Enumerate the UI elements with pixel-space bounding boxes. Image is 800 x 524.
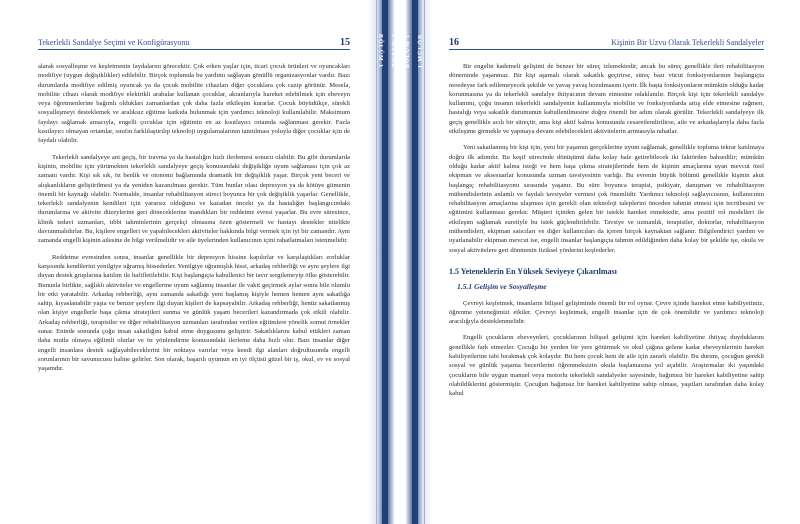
left-paragraph-2: Tekerlekli sandalyeye ani geçiş, bir travma ya da hastalığın hızlı ilerlemesi sonucu olabilir. Bu gibi durumlarda kişinin, mobilite için yürümekten tekerlekli sandalyeye geçiş konusundaki değişikliğe uyum sağlaması için çok az zamanı vardır. Kişi sık sık, öz benlik ve otonomi bağlamında dramatik bir değişiklik yaşar. Birçok yeni beceri ve alışkanlıkların geliştirilmesi ya da yeniden kazanılması gerekir. Tüm bunlar olası depresyon ya da kötüye gitmenin önemli bir kaynağı olabilir. Normalde, insanlar rehabilitasyon süreci boyunca bir çok değişiklik yaşarlar. Genellikle, tekerlekli sandalyenin kendileri için yararsız olduğunu ve kazadan önceki ya da hastalığın başlangıcındaki durumlarına ve aktivite düzeylerine geri döneceklerine inandıkları bir reddetme evresi yaşarlar. Bu evre süresince, klinik tedavi uzmanları, tıbbi tahminlerinin gerçekçi olmasına özen göstermeli ve hastayı destekler nitelikte davranmalıdırlar. Bu, kişilere engelleri ve yapabilecekleri aktiviteler hakkında bilgi vermek için iyi bir zamandır. Aynı zamanda engelli kişinin ailesine de bilgi verilmelidir ve aile üyelerinden kullanıcının içini rahatlatmaları istenmelidir. [38,153,350,245]
right-body-text [449,62,764,406]
left-page [0,0,368,524]
left-page-number: 15 [340,37,350,48]
spine-band-left [382,0,388,524]
spine-band-right [412,0,418,524]
spine-chapter-label-mirrored: 1 MÜLÖB [390,34,396,69]
spine-line [424,0,425,524]
section-paragraph-2: Engelli çocukların ebeveynleri, çocuklarının bilişsel gelişimi için hareket kabiliyetine ihtiyaç duyduklarını genellikle fark etmezler. Çocuğu bir yerden bir yere götürmek ve okul çağına gelene kadar ebeveynlerinin hareket kabiliyetlerine tabi bırakmak çok kolaydır. Bu hem çocuk hem de aile için zararlı olabilir. Bu durum, çocuğun gerekli sosyal ve günlük yaşama becerilerini öğrenmeksizin okula başlamasına yol açabilir. Araştırmalar iki yaşındaki çocukların bile uygun manuel veya motorlu tekerlekli sandalyeler sayesinde, bağımsız bir hareket kabiliyetine sahip olabildiklerini göstermiştir. Çocuğun bağımsız bir hareket kabiliyetine sahip olması, yaşıtları tarafından daha kolay kabul [449,334,764,398]
right-page [432,0,800,524]
left-paragraph-1: alarak sosyalleşme ve keşfetmenin faydalarını görecektir. Çok erken yaşlar için, ticari çocuk ürünleri ve oyuncakları modifiye (uygun değişiklikler) edilebilir. Birçok toplumda bu yardımı sağlayan gönüllü organizasyonlar vardır. Bazı durumlarda modifiye edilmiş oyuncak ya da çocuk mobilite cihazları diğer çocuklara çok cazip görünür. Mesela, mobilite cihazı olarak modifiye elektrikli arabalar kullanan çocuklar, akranlarıyla hareket edebilmek için ebeveyn veya öğretmenlerine bağımlı oldukları zamanlardan çok daha fazla etkileşim kurarlar. Çocuk büyüdükçe, sürekli sosyalleşmeyi desteklemek ve aralıksız eğitime katkıda bulunmak için yardımcı teknoloji kullanılabilir. Maksimum faydayı sağlamak amacıyla, engelli çocuklar için eğitimin en az kısıtlayıcı ortamda sağlanması gerekir. Fazla kısıtlayıcı olmayan ortamlar, sınıfın farklılaştırılıp teknoloji uygulamalarının tanıtılması yoluyla diğer çocuklar için de faydalı olabilir. [38,63,350,145]
spine-chapter-label: BÖLÜM 1 [405,34,411,69]
right-page-number: 16 [449,37,459,48]
right-header-title: Kişinin Bir Uzvu Olarak Tekerlekli Sandalyeler [611,38,764,47]
right-paragraph-1: Bir engelin kademeli gelişimi de benzer bir süreç izlemektedir, ancak bu süreç genellikle ileri rehabilitasyon döneminde yaşanmaz. Bir kişi aşamalı olarak sakatlık geçirirse, süreç bazı vücut fonksiyonlarının başlangıçta neredeyse fark edilemeyecek şekilde ve yavaş yavaş bozulmasını içerir. İlk başta fonksiyonların mümkün olduğu kadar korunmasına ya da tekerlekli sandalye ihtiyacının devam etmesine odaklanılır. Birçok kişi için tekerlekli sandalye kullanımı, çoğu insanın tekerlekli sandalyenin kullanımıyla mobilite ve fonksiyonlarda artış elde etmesine rağmen, hastalığı veya sakatlık durumunun kabullenilmesine doğru önemli bir adım olarak görülür. Tekerlekli sandalyeye ilk geçiş genellikle acılı bir süreçtir, ama kişi aktif kalma konusunda cesaretlendirilirse, aile ve arkadaşlarıyla daha fazla etkileşime girmekle ve yapmaya devam edebilecekleri aktivitelerin artmasıyla rahatlar. [449,63,764,136]
left-header-title: Tekerlekli Sandalye Seçimi ve Konfigürasyonu [38,38,190,47]
section-heading: 1.5 Yeteneklerin En Yüksek Seviyeye Çıkarılması [449,266,617,276]
spine-chapter-label: BÖLÜM 1 [377,34,383,69]
book-spine [368,0,432,524]
spine-chapter-label-mirrored: 1 MÜLÖB [418,34,424,69]
section-paragraph-1: Çevreyi keşfetmek, insanların bilişsel gelişiminde önemli bir rol oynar. Çevre içinde hareket etme kabiliyetimiz, öğrenme yeteneğimizi etkiler. Çevreyi keşfetmek, engelli insanlar için de çok önemlidir ve yardımcı teknoloji aracılığıyla desteklenmelidir. [449,299,764,326]
spine-line [376,0,377,524]
left-body-text [38,62,350,381]
left-page-header [38,35,350,50]
right-paragraph-2: Yeni sakatlanmış bir kişi için, yeni bir yaşamın gerçeklerine uyum sağlamak, genellikle topluma tekrar katılmaya doğru ilk adımdır. Bu keşif sürecinde dönüşümü daha kolay hale getirebilecek iki faktörden bahsedilir; mümkün olduğu kadar aktif kalma isteği ve hem başa çıkma stratejilerinde hem de kişinin amaçlarına uyan mevcut özel ekipman ve aksesuarlar konusunda uzman tavsiyesinin varlığı. Bu evrenin büyük bölümü genellikle kişinin akut başlangıç rehabilitasyonu sırasında yaşanır. Bu süre boyunca terapist, psikiyatr, danışman ve rehabilitasyon mühendislerinin anlamlı ve faydalı tavsiyeler vermesi çok önemlidir. Yardımcı teknoloji sağlayıcısının, kullanıcının rehabilitasyon amaçlarına ulaşması için gerekli olan teknoloji taleplerini önceden tahmin etmesi için tecrübesini ve eğitimini kullanması gerekir. Müşteri içinden gelen bir istekle hareket etmektedir, ama pozitif rol modelleri ile etkileşim sağlamak suretiyle bu istek güçlendirilebilir. Tavsiye ve uzmanlık, terapistler, doktorlar, rehabilitasyon mühendisleri, ekipman satıcıları ve diğer kullanıcıları da içeren birçok kaynaktan sağlanır. Bilgilendirici yardım ve uyarlanabilir ekipman mevcut ise, engelli insanlar başlangıçta tahmin edildiğinden daha kolay bir şekilde işe, okula ve sosyal aktivitelere geri dönmenin fiziksel yönlerini keşfederler. [449,144,764,254]
subsection-heading: 1.5.1 Gelişim ve Sosyalleşme [457,282,547,292]
left-paragraph-3: Reddetme evresinden sonra, insanlar genellikle bir depresyon hissine kapılırlar ve karşılaştıkları zorluklar karşısında kendilerini yenilgiye uğramış hissederler. Yenilgiye uğramışlık hissi, arkadaş rehberliği ve aynı şeylere ilgi duyan destek gruplarına katılım ile hafifletilebilir. Kişi başlangıçta kabullenici bir tavır sergilemeyip öfke gösterebilir. Bununla birlikte, sağlıklı aktiviteler ve engellerine uyum sağlamış insanlar ile vakit geçirmek aylar sonra bile olumlu bir etki yaratabilir. Arkadaş rehberliği, aynı zamanda sakatlığı yeni başlamış kişiyle hemen hemen aynı sakatlığa sahip, kıyaslanabilir yaşta ve benzer şeylere ilgi duyan kişileri de kapsayabilir. Arkadaş rehberliği, henüz sakatlanmış olan kişiye engellerle başa çıkma stratejileri sunma ve günlük yaşam becerileri kazandırmada çok etkili olabilir. Arkadaş rehberliği, terapistler ve diğer rehabilitasyon uzmanları tarafından verilen eğitimlere yönelik somut örnekler sunar. Eninde sonunda çoğu insan sakatlığını kabul etme duygusunu geliştirir. Sakatlıklarını kabul ettikleri zaman daha mutlu olmaya eğilimli olurlar ve öz yönlendirme konusundaki ilerleme daha hızlı olur. Bazı insanlar diğer engelli insanlara destek sağlayabileceklerini bir noktaya varırlar veya kendi ilgi alanları doğrultusunda engelli sorunlarının bir savunucusu haline gelirler. Son olarak, başarılı uyumun en iyi ölçüsü güzel bir iş, okul, ev ve sosyal yaşamdır. [38,253,350,373]
right-page-header [449,35,764,50]
